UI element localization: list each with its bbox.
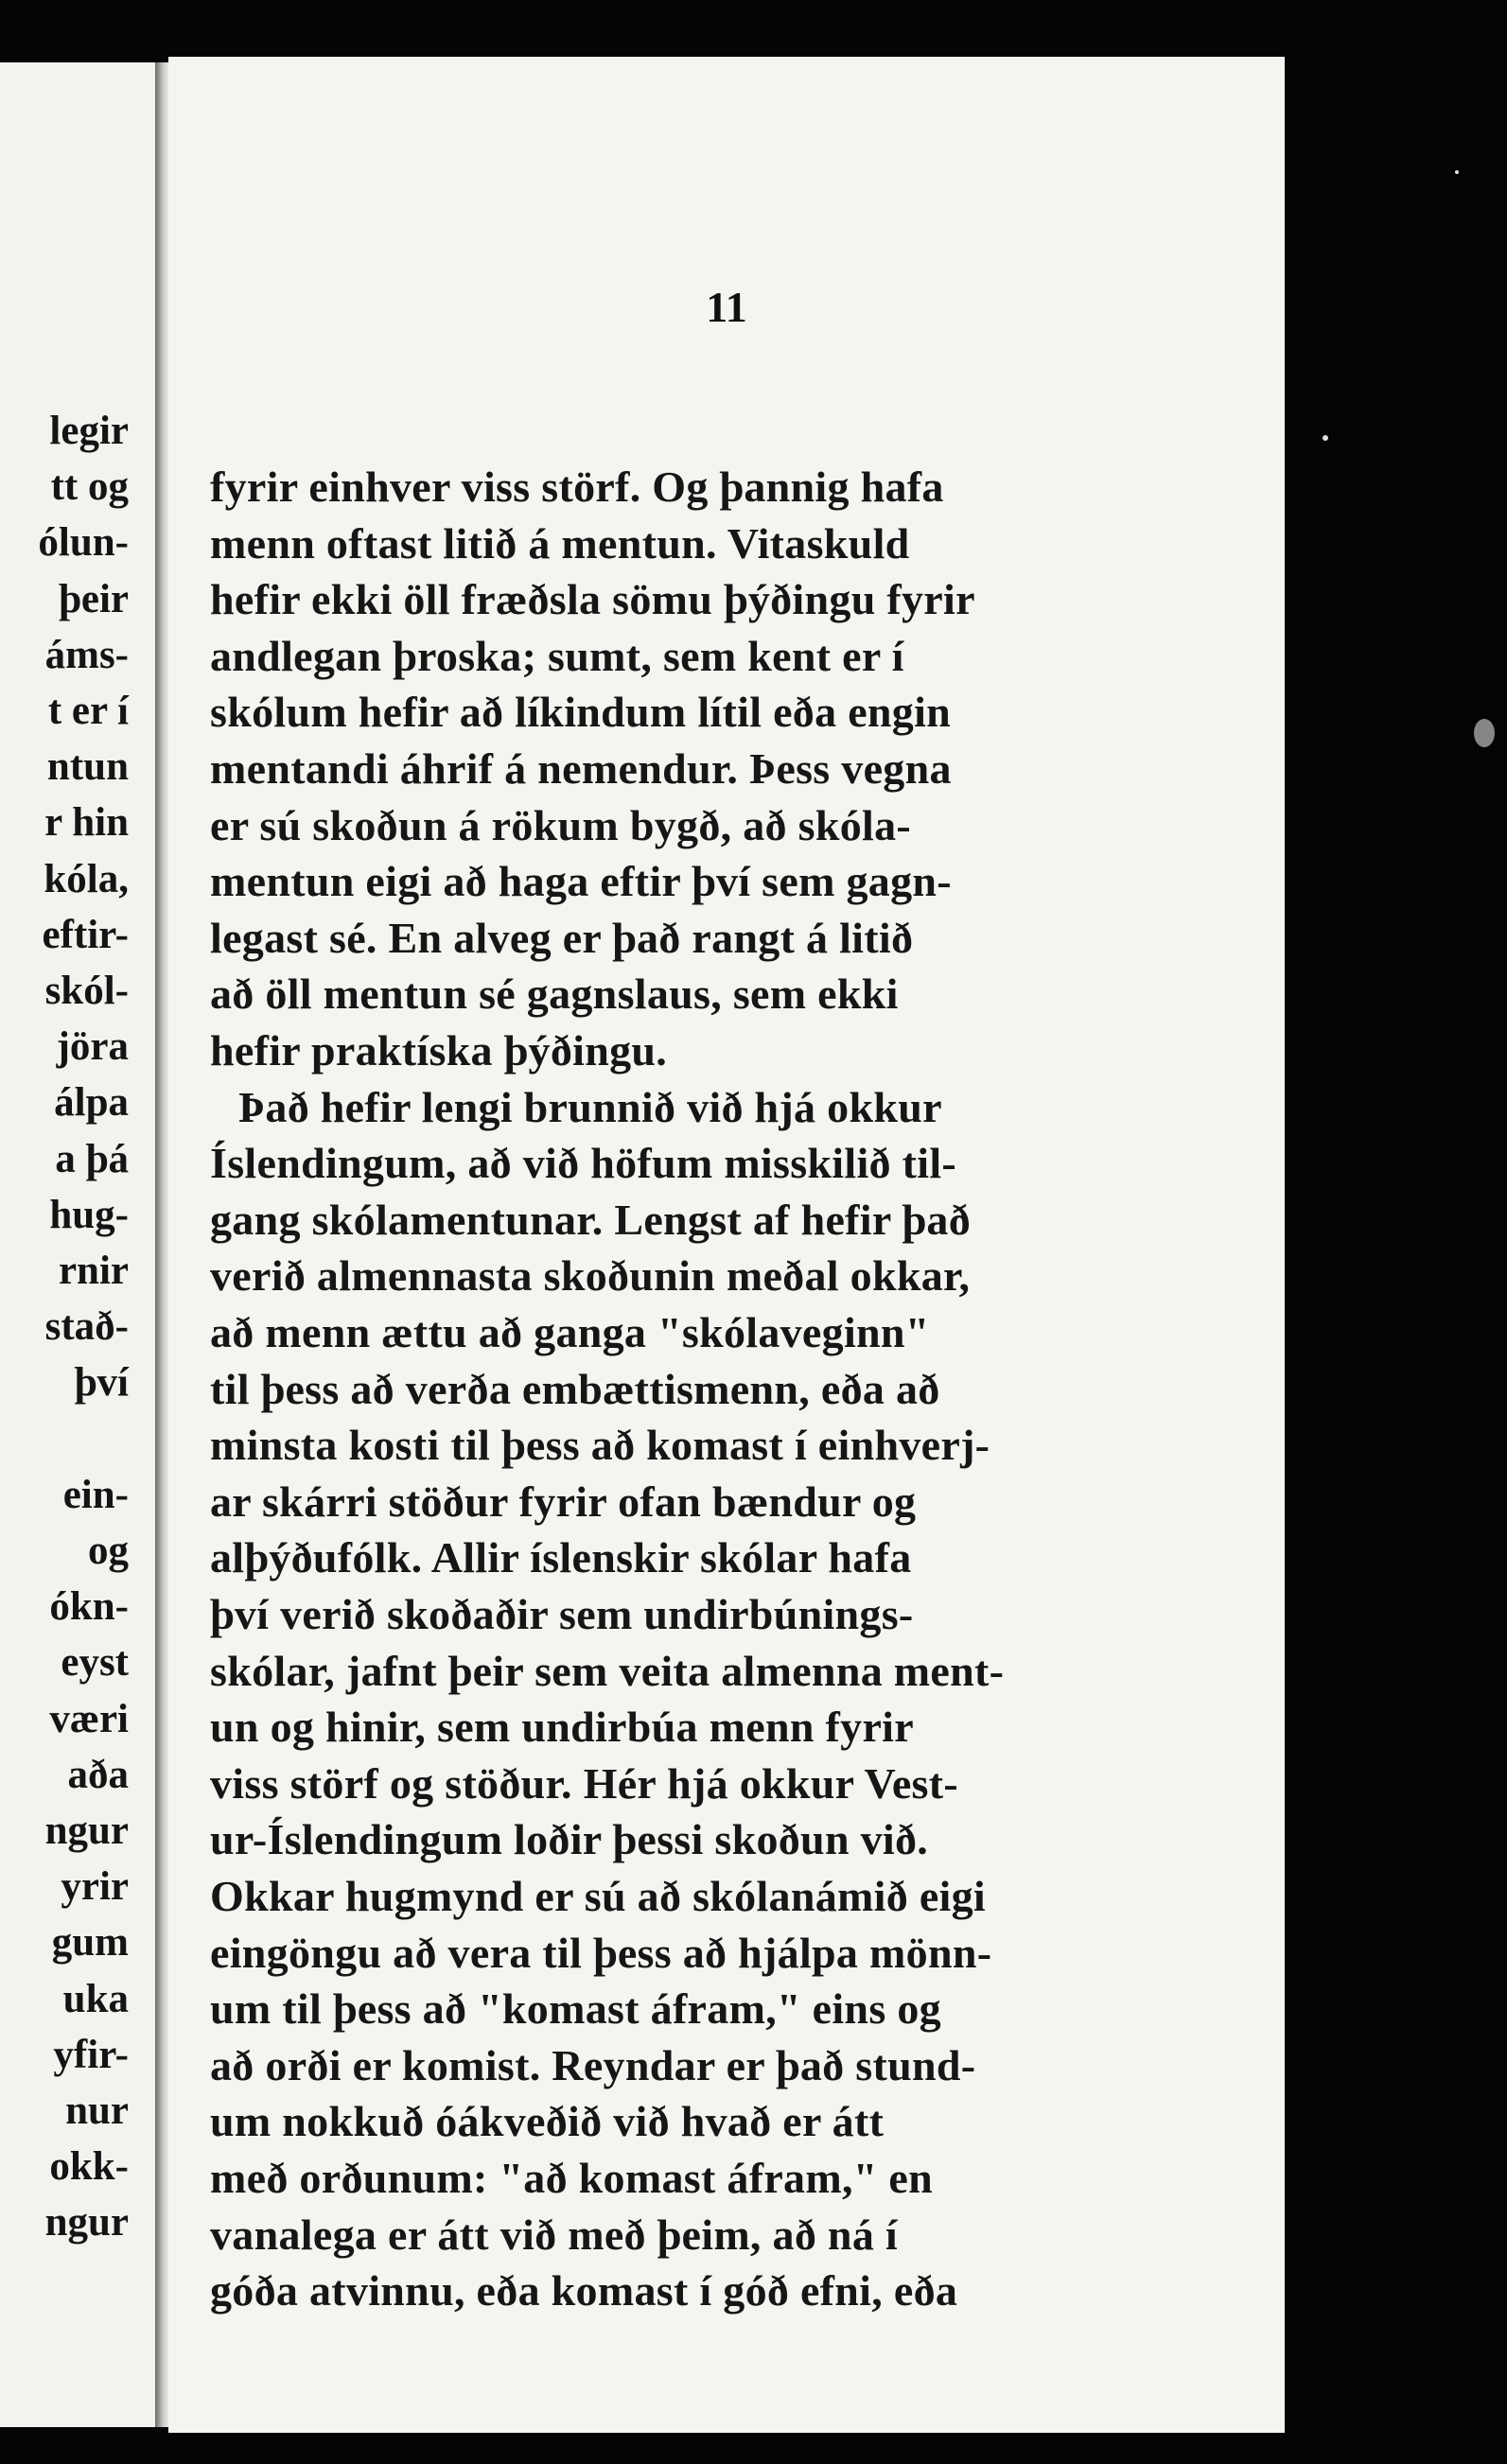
text-line: mentun eigi að haga eftir því sem gagn- (210, 857, 952, 906)
left-page-fragment: aða (67, 1752, 129, 1797)
text-line: ur-Íslendingum loðir þessi skoðun við. (210, 1815, 929, 1864)
left-page-fragment: stað- (44, 1304, 129, 1350)
text-line: gang skólamentunar. Lengst af hefir það (210, 1195, 972, 1244)
text-line: með orðunum: "að komast áfram," en (210, 2154, 933, 2202)
left-page-fragment: eftir- (42, 912, 129, 957)
left-page-fragment: yrir (61, 1864, 129, 1910)
page-number: 11 (706, 283, 747, 331)
left-page-fragment: hug- (49, 1192, 129, 1237)
dust-speck (1455, 170, 1459, 174)
left-page-fragment: ngur (44, 2200, 129, 2246)
text-line: Íslendingum, að við höfum misskilið til- (210, 1139, 957, 1188)
text-line: hefir praktíska þýðingu. (210, 1026, 668, 1075)
text-line: fyrir einhver viss störf. Og þannig hafa (210, 463, 944, 511)
left-page-fragment: okk- (49, 2144, 129, 2190)
dust-speck (1323, 435, 1328, 441)
left-page-fragment: legir (49, 409, 129, 453)
left-page-fragment: a þá (55, 1136, 129, 1181)
text-line: um nokkuð óákveðið við hvað er átt (210, 2097, 885, 2146)
text-line: er sú skoðun á rökum bygð, að skóla- (210, 800, 912, 849)
scan-background-edge (1285, 0, 1507, 2464)
text-line: að öll mentun sé gagnslaus, sem ekki (210, 970, 899, 1019)
left-page-fragment: áms- (44, 632, 129, 677)
left-page-fragment: jöra (56, 1024, 129, 1070)
text-line: verið almennasta skoðunin meðal okkar, (210, 1251, 971, 1301)
text-line: skólar, jafnt þeir sem veita almenna ment- (210, 1646, 1005, 1695)
left-page-fragment: því (74, 1360, 129, 1406)
left-page-fragment: nur (65, 2088, 129, 2133)
text-line: alþýðufólk. Allir íslenskir skólar hafa (210, 1533, 912, 1582)
text-line: um til þess að "komast áfram," eins og (210, 1984, 941, 2034)
text-line: minsta kosti til þess að komast í einhverj- (210, 1421, 990, 1470)
left-page-fragment: ein- (62, 1472, 129, 1517)
text-line: un og hinir, sem undirbúa menn fyrir (210, 1703, 914, 1752)
text-line: Okkar hugmynd er sú að skólanámið eigi (210, 1872, 986, 1920)
left-page-fragment: yfir- (53, 2032, 129, 2077)
left-page-fragment: þeir (58, 576, 129, 621)
left-page-fragment: skól- (44, 969, 129, 1013)
dust-speck (1474, 719, 1495, 747)
left-page-fragment: væri (49, 1696, 129, 1741)
left-page-margin (0, 62, 155, 2427)
left-page-fragment: rnir (58, 1249, 129, 1293)
text-line: að orði er komist. Reyndar er það stund- (210, 2040, 976, 2089)
left-page-fragment: t er í (47, 689, 129, 733)
left-page-fragment: ólun- (38, 520, 129, 566)
left-page-fragment: uka (62, 1976, 129, 2021)
left-page-fragment: ókn- (49, 1584, 129, 1630)
text-line: andlegan þroska; sumt, sem kent er í (210, 631, 904, 680)
text-line: ar skárri stöður fyrir ofan bændur og (210, 1477, 917, 1526)
text-line: hefir ekki öll fræðsla sömu þýðingu fyrir (210, 575, 975, 624)
text-line: mentandi áhrif á nemendur. Þess vegna (210, 744, 952, 793)
text-line: legast sé. En alveg er það rangt á litið (210, 913, 914, 962)
text-line: viss störf og stöður. Hér hjá okkur Vest- (210, 1758, 958, 1808)
left-page-fragment: ngur (44, 1809, 129, 1853)
left-page-fragment: eyst (61, 1640, 129, 1686)
text-line: að menn ættu að ganga "skólaveginn" (210, 1308, 930, 1356)
left-page-fragment: tt og (50, 464, 129, 510)
book-gutter (155, 62, 168, 2427)
text-line: skólum hefir að líkindum lítil eða engin (210, 688, 952, 737)
left-page-fragment: álpa (54, 1080, 129, 1126)
left-page-fragment: kóla, (44, 856, 129, 901)
text-line: góða atvinnu, eða komast í góð efni, eða (210, 2266, 958, 2315)
left-page-fragment: gum (51, 1920, 129, 1966)
left-page-fragment: og (88, 1529, 129, 1573)
text-line: menn oftast litið á mentun. Vitaskuld (210, 518, 910, 568)
text-line: því verið skoðaðir sem undirbúnings- (210, 1590, 914, 1638)
left-page-fragment: ntun (46, 744, 129, 790)
text-line: vanalega er átt við með þeim, að ná í (210, 2210, 898, 2259)
text-line: eingöngu að vera til þess að hjálpa mönn- (210, 1928, 992, 1977)
left-page-fragment: r hin (44, 800, 129, 846)
right-page (168, 57, 1285, 2433)
text-line: til þess að verða embættismenn, eða að (210, 1364, 940, 1413)
text-line: Það hefir lengi brunnið við hjá okkur (238, 1082, 942, 1131)
